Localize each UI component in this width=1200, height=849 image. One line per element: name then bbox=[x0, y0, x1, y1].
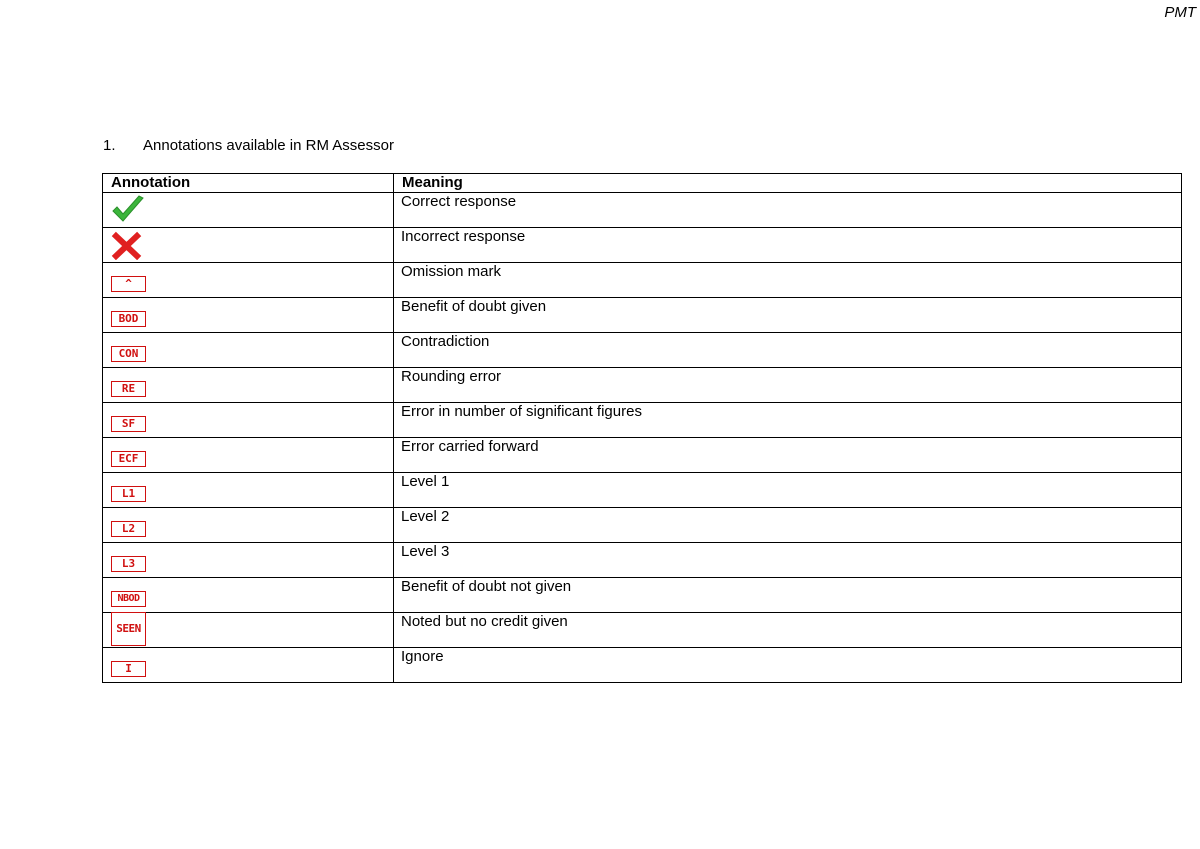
meaning-cell: Correct response bbox=[394, 193, 1182, 228]
meaning-cell: Error in number of significant figures bbox=[394, 403, 1182, 438]
green-tick-icon bbox=[111, 195, 145, 225]
annotation-cell bbox=[103, 193, 394, 228]
annotation-cell bbox=[103, 298, 394, 333]
table-row bbox=[103, 333, 1182, 368]
meaning-cell: Noted but no credit given bbox=[394, 613, 1182, 648]
nbod-stamp-icon: NBOD bbox=[111, 591, 146, 607]
meaning-cell: Rounding error bbox=[394, 368, 1182, 403]
annotation-cell bbox=[103, 508, 394, 543]
meaning-column-header: Meaning bbox=[394, 174, 1182, 193]
red-cross-icon bbox=[111, 230, 143, 260]
ignore-stamp-icon: I bbox=[111, 661, 146, 677]
section-number: 1. bbox=[103, 137, 116, 154]
meaning-cell: Benefit of doubt given bbox=[394, 298, 1182, 333]
annotation-cell bbox=[103, 648, 394, 683]
table-row bbox=[103, 193, 1182, 228]
table-row bbox=[103, 403, 1182, 438]
table-row bbox=[103, 613, 1182, 648]
table-row bbox=[103, 578, 1182, 613]
annotation-cell bbox=[103, 578, 394, 613]
table-row bbox=[103, 508, 1182, 543]
annotation-cell bbox=[103, 438, 394, 473]
meaning-cell: Incorrect response bbox=[394, 228, 1182, 263]
table-row bbox=[103, 298, 1182, 333]
pmt-watermark: PMT bbox=[1164, 4, 1196, 21]
meaning-cell: Ignore bbox=[394, 648, 1182, 683]
annotation-cell bbox=[103, 333, 394, 368]
meaning-cell: Level 1 bbox=[394, 473, 1182, 508]
annotation-cell bbox=[103, 473, 394, 508]
table-row bbox=[103, 648, 1182, 683]
bod-stamp-icon: BOD bbox=[111, 311, 146, 327]
annotation-cell bbox=[103, 228, 394, 263]
meaning-cell: Contradiction bbox=[394, 333, 1182, 368]
omission-caret-icon: ^ bbox=[111, 276, 146, 292]
ecf-stamp-icon: ECF bbox=[111, 451, 146, 467]
meaning-cell: Omission mark bbox=[394, 263, 1182, 298]
meaning-cell: Level 2 bbox=[394, 508, 1182, 543]
con-stamp-icon: CON bbox=[111, 346, 146, 362]
annotation-cell bbox=[103, 263, 394, 298]
table-row bbox=[103, 228, 1182, 263]
table-header-row bbox=[103, 174, 1182, 193]
seen-stamp-icon: SEEN bbox=[111, 612, 146, 646]
table-row bbox=[103, 543, 1182, 578]
re-stamp-icon: RE bbox=[111, 381, 146, 397]
sf-stamp-icon: SF bbox=[111, 416, 146, 432]
section-heading bbox=[103, 137, 394, 154]
table-row bbox=[103, 438, 1182, 473]
table-row bbox=[103, 263, 1182, 298]
meaning-cell: Benefit of doubt not given bbox=[394, 578, 1182, 613]
table-row bbox=[103, 368, 1182, 403]
annotation-cell bbox=[103, 543, 394, 578]
l2-stamp-icon: L2 bbox=[111, 521, 146, 537]
l1-stamp-icon: L1 bbox=[111, 486, 146, 502]
table-row bbox=[103, 473, 1182, 508]
l3-stamp-icon: L3 bbox=[111, 556, 146, 572]
annotation-cell bbox=[103, 403, 394, 438]
annotation-cell bbox=[103, 368, 394, 403]
annotation-cell bbox=[103, 613, 394, 648]
meaning-cell: Error carried forward bbox=[394, 438, 1182, 473]
section-title: Annotations available in RM Assessor bbox=[143, 137, 394, 154]
annotations-table bbox=[102, 173, 1182, 683]
meaning-cell: Level 3 bbox=[394, 543, 1182, 578]
annotation-column-header: Annotation bbox=[103, 174, 394, 193]
